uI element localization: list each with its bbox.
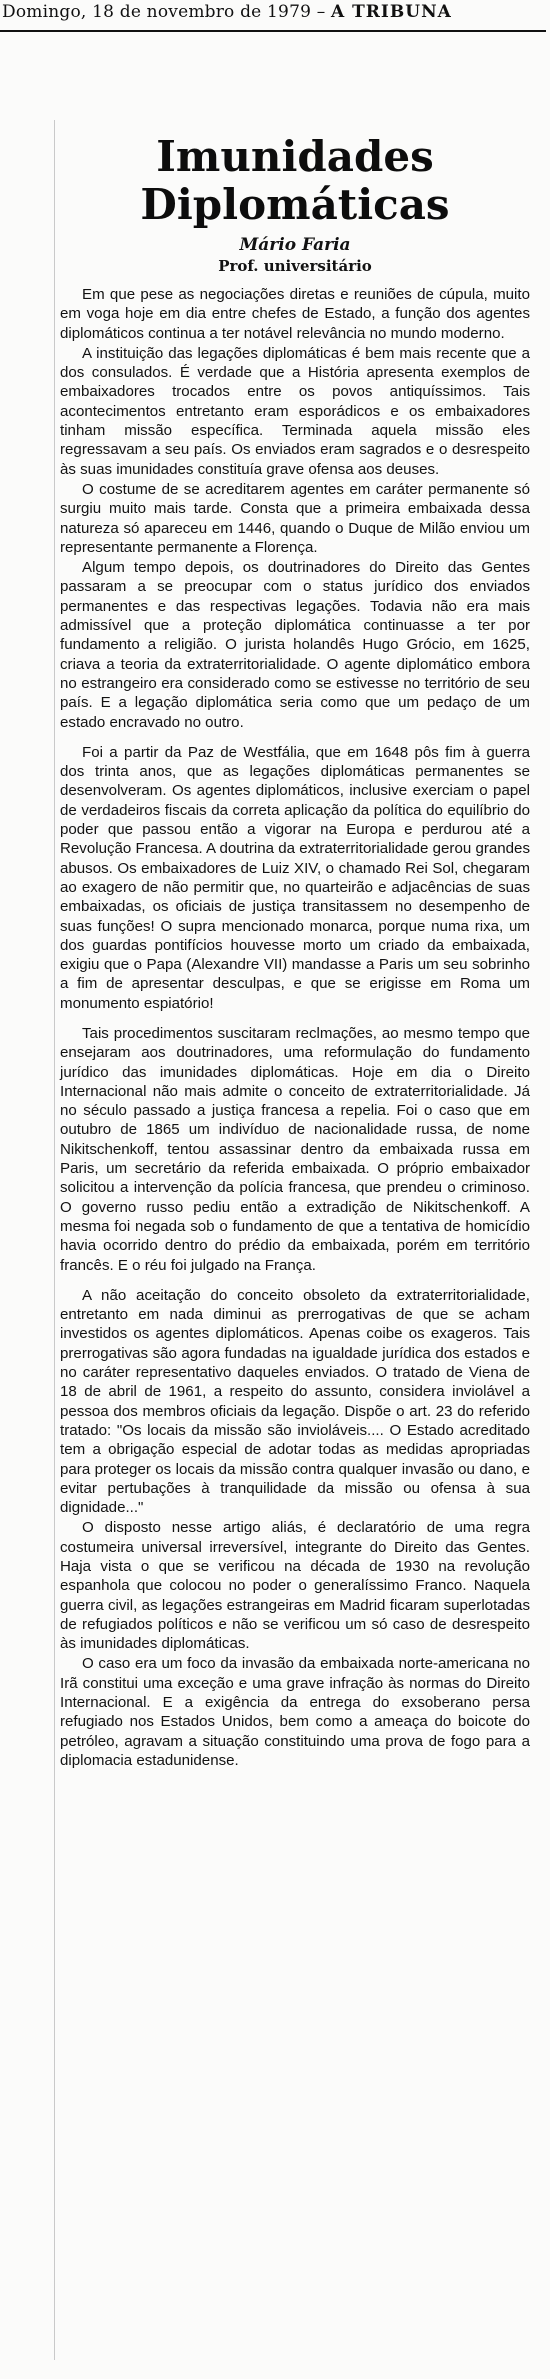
paragraph-gap: [60, 733, 530, 743]
paragraph-gap: [60, 1014, 530, 1024]
newspaper-name: A TRIBUNA: [331, 2, 452, 22]
paragraph-2: A instituição das legações diplomáticas é bem mais recente que a dos consulados. É verdade que a História apresenta exemplos de embaixadores trocados entre os povos antiquíssimos. Tais acontecimentos entretanto eram esporádicos e os embaixadores tinham missão específica. Terminada aquela missão eles regressavam a seu país. Os enviados eram sagrados e o desrespeito às suas imunidades constituía grave ofensa aos deuses.: [60, 344, 530, 478]
column-divider: [54, 120, 55, 2360]
title-line-1: Imunidades: [156, 132, 434, 181]
paragraph-gap: [60, 1276, 530, 1286]
date-line: Domingo, 18 de novembro de 1979 –: [2, 2, 326, 22]
paragraph-9: O caso era um foco da invasão da embaixada norte-americana no Irã constitui uma exceção e uma grave infração às normas do Direito Internacional. E a exigência da entrega do exsoberano persa refugiado nos Estados Unidos, bem como a ameaça do boicote do petróleo, agravam a situação constituindo uma prova de fogo para a diplomacia estadunidense.: [60, 1655, 530, 1769]
header-divider: [0, 30, 546, 32]
author-name: Mário Faria: [239, 235, 351, 255]
paragraph-4: Algum tempo depois, os doutrinadores do Direito das Gentes passaram a se preocupar com o status jurídico dos enviados permanentes e das respectivas legações. Todavia não era mais admissível que a proteção diplomática continuasse a ter por fundamento a religião. O jurista holandês Hugo Grócio, em 1625, criava a teoria da extraterritorialidade. O agente diplomático embora no estrangeiro era considerado como se estivesse no território de seu país. E a legação diplomática seria como que um pedaço de um estado encravado no outro.: [60, 559, 530, 731]
title-line-2: Diplomáticas: [140, 180, 450, 229]
paragraph-6: Tais procedimentos suscitaram reclmações, ao mesmo tempo que ensejaram aos doutrinadores, uma reformulação do fundamento jurídico das imunidades diplomáticas. Hoje em dia o Direito Internacional não mais admite o conceito de extraterritorialidade. Já no século passado a justiça francesa a repelia. Foi o caso que em outubro de 1865 um indivíduo de nacionalidade russa, de nome Nikitschenkoff, tentou assassinar dentro da embaixada russa em Paris, um secretário da referida embaixada. O próprio embaixador solicitou a intervenção da polícia francesa, que prendeu o criminoso. O governo russo pediu então a extradição de Nikitschenkoff. A mesma foi negada sob o fundamento de que a tentativa de homicídio havia ocorrido dentro do prédio da embaixada, porém em território francês. E o réu foi julgado na França.: [60, 1024, 530, 1274]
article: [60, 105, 530, 1771]
paragraph-7: A não aceitação do conceito obsoleto da extraterritorialidade, entretanto em nada diminui as prerrogativas de que se acham investidos os agentes diplomáticos. Apenas coibe os exageros. Tais prerrogativas são agora fundadas na igualdade jurídica dos estados e no caráter representativo daqueles enviados. O tratado de Viena de 18 de abril de 1961, a respeito do assunto, considera inviolável a pessoa dos membros oficiais da legação. Dispõe o art. 23 do referido tratado: "Os locais da missão são invioláveis.... O Estado acreditado tem a obrigação especial de adotar todas as medidas apropriadas para proteger os locais da missão contra qualquer invasão ou dano, e evitar pertubações à tranquilidade da missão ou ofensa à sua dignidade...": [60, 1286, 530, 1517]
paragraph-1: Em que pese as negociações diretas e reuniões de cúpula, muito em voga hoje em dia entre chefes de Estado, a função dos agentes diplomáticos continua a ter notável relevância no mundo moderno.: [60, 286, 530, 342]
paragraph-5: Foi a partir da Paz de Westfália, que em 1648 pôs fim à guerra dos trinta anos, que as legações diplomáticas permanentes se desenvolveram. Os agentes diplomáticos, inclusive exerciam o papel de verdadeiros fiscais da correta aplicação da política do equilíbrio do poder que passou então a vigorar na Europa e perdurou até a Revolução Francesa. A doutrina da extraterritorialidade gerou grandes abusos. Os embaixadores de Luiz XIV, o chamado Rei Sol, chegaram ao exagero de não permitir que, no quarteirão e adjacências de suas embaixadas, os oficiais de justiça transitassem no desempenho de suas funções! O supra mencionado monarca, porque numa rixa, um dos guardas pontifícios houvesse morto um criado da embaixada, exigiu que o Papa (Alexandre VII) mandasse a Paris um seu sobrinho a fim de apresentar desculpas, e que se erigisse em Roma um monumento espiatório!: [60, 743, 530, 1012]
author-role: Prof. universitário: [218, 257, 372, 275]
newspaper-header: [2, 2, 546, 22]
article-title: [60, 133, 530, 229]
paragraph-8: O disposto nesse artigo aliás, é declaratório de uma regra costumeira universal irreversível, integrante do Direito das Gentes. Haja vista o que se verificou na década de 1930 na revolução espanhola que colocou no poder o generalíssimo Franco. Naquela guerra civil, as legações estrangeiras em Madrid ficaram superlotadas de refugiados políticos e não se verificou um só caso de desrespeito às imunidades diplomáticas.: [60, 1519, 530, 1653]
paragraph-3: O costume de se acreditarem agentes em caráter permanente só surgiu muito mais tarde. Consta que a primeira embaixada dessa natureza só apareceu em 1446, quando o Duque de Milão enviou um representante permanente a Florença.: [60, 480, 530, 556]
